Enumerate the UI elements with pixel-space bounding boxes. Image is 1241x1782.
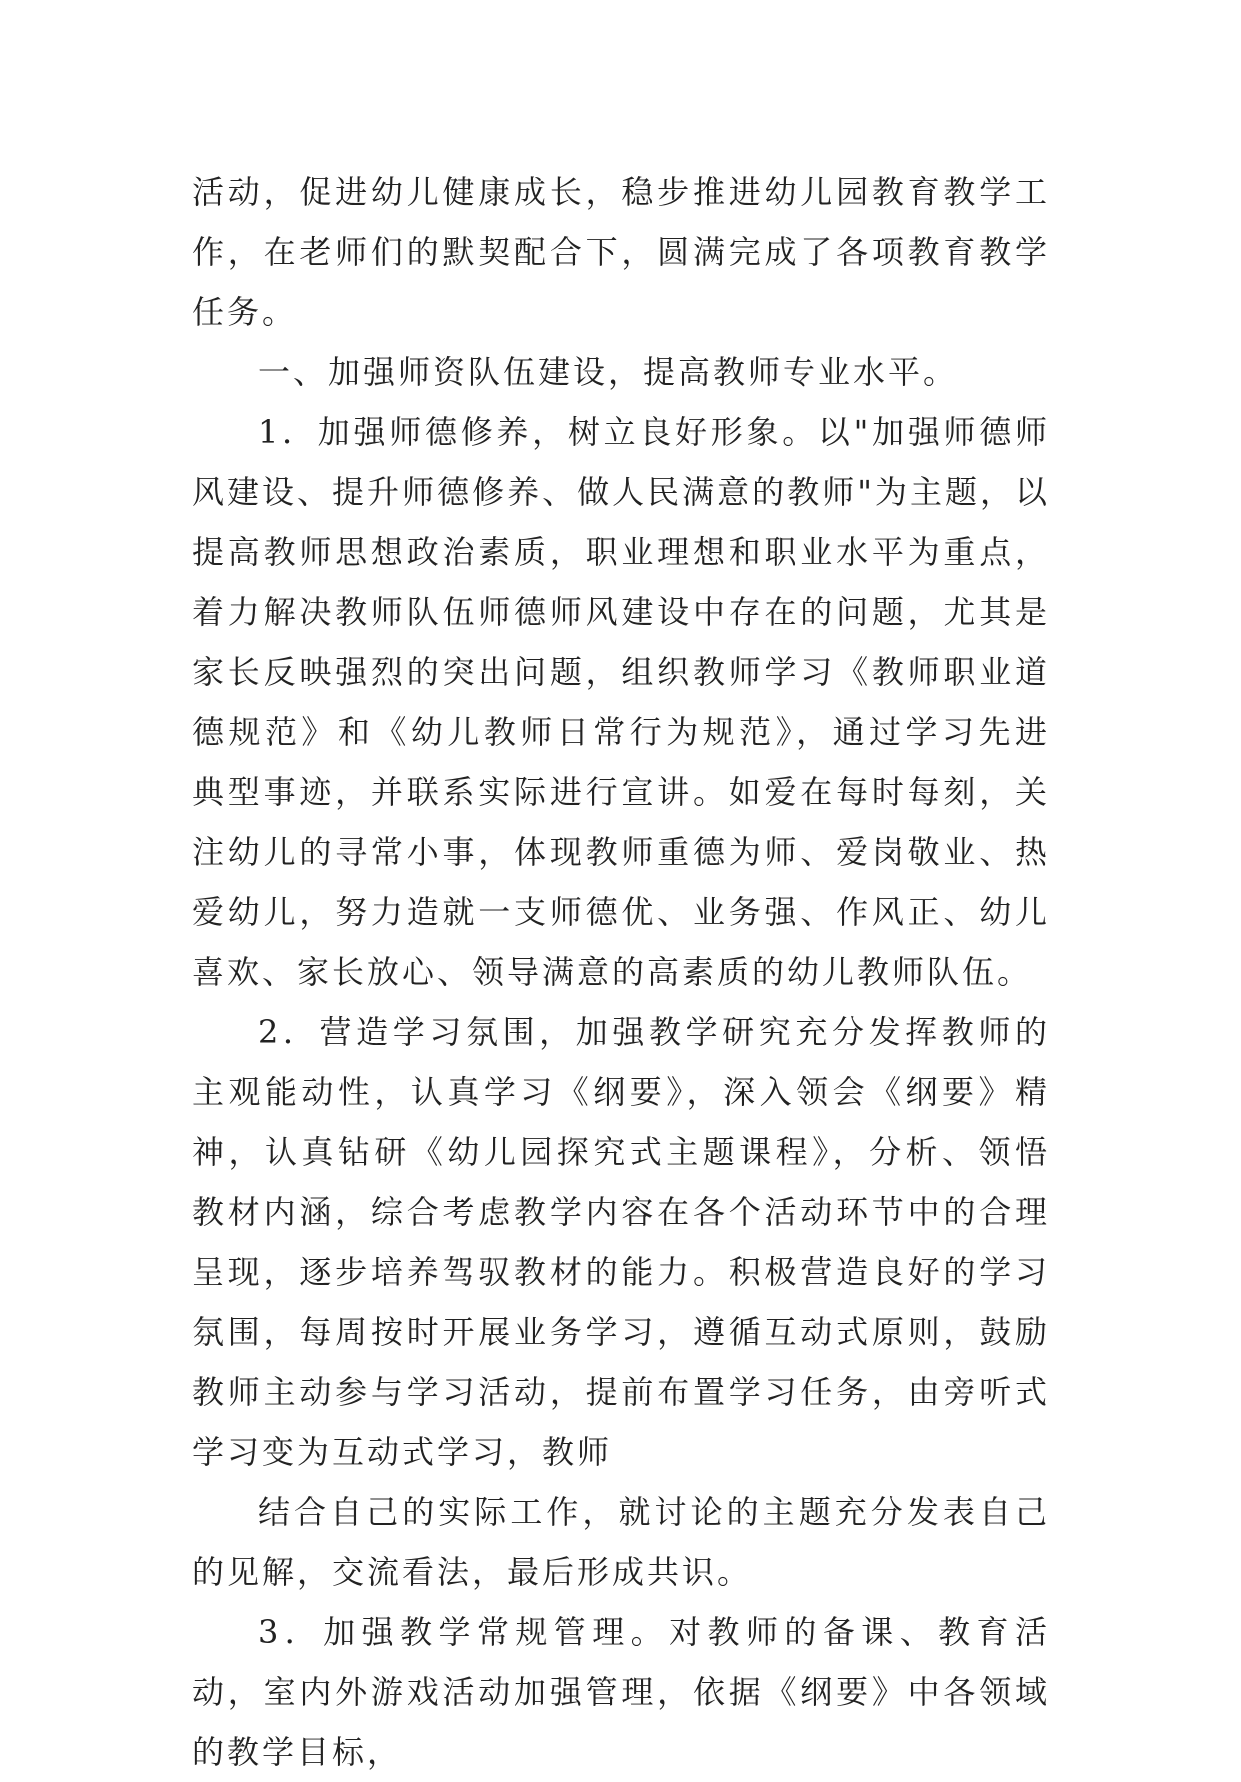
paragraph-routine-management: 3．加强教学常规管理。对教师的备课、教育活动，室内外游戏活动加强管理，依据《纲要》中各领域的教学目标， (192, 1613, 1050, 1771)
section-heading-teacher-team: 一、加强师资队伍建设，提高教师专业水平。 (258, 353, 959, 391)
paragraph-discussion: 结合自己的实际工作，就讨论的主题充分发表自己的见解，交流看法，最后形成共识。 (192, 1493, 1050, 1591)
document-body (192, 162, 1050, 1782)
paragraph-intro-continuation: 活动，促进幼儿健康成长，稳步推进幼儿园教育教学工作，在老师们的默契配合下，圆满完成了各项教育教学任务。 (192, 173, 1050, 331)
paragraph-learning-atmosphere: 2．营造学习氛围，加强教学研究充分发挥教师的主观能动性，认真学习《纲要》，深入领会《纲要》精神，认真钻研《幼儿园探究式主题课程》，分析、领悟教材内涵，综合考虑教学内容在各个活动环节中的合理呈现，逐步培养驾驭教材的能力。积极营造良好的学习氛围，每周按时开展业务学习，遵循互动式原则，鼓励教师主动参与学习活动，提前布置学习任务，由旁听式学习变为互动式学习，教师 (192, 1013, 1050, 1471)
paragraph-ethics: 1．加强师德修养，树立良好形象。以"加强师德师风建设、提升师德修养、做人民满意的教师"为主题，以提高教师思想政治素质，职业理想和职业水平为重点，着力解决教师队伍师德师风建设中存在的问题，尤其是家长反映强烈的突出问题，组织教师学习《教师职业道德规范》和《幼儿教师日常行为规范》，通过学习先进典型事迹，并联系实际进行宣讲。如爱在每时每刻，关注幼儿的寻常小事，体现教师重德为师、爱岗敬业、热爱幼儿，努力造就一支师德优、业务强、作风正、幼儿喜欢、家长放心、领导满意的高素质的幼儿教师队伍。 (192, 413, 1050, 991)
